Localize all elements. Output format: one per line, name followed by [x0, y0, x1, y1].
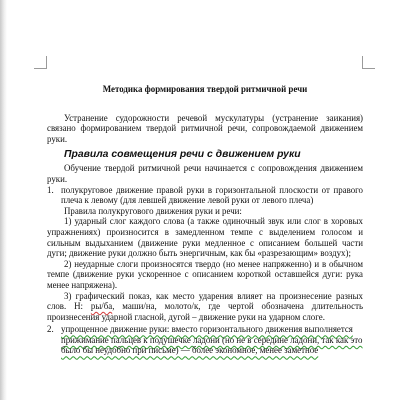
list-item-2-continued [47, 335, 363, 356]
list-item-text [61, 335, 363, 356]
rule-3-text-end: , маши/на, молото/к, где чертой обозначена длительность произнесения ударной гласной, дугой – движение руки на ударном слоге. [47, 301, 363, 322]
list-item-1 [47, 185, 363, 206]
margin-corner-mark-right [362, 56, 375, 69]
grammar-underlined-line-2: прижимание пальцев к подушечке ладони (но не в середине ладони, так как это [61, 334, 363, 345]
grammar-underlined-line-3: было бы неудобно при письме) — более экономное, менее заметное [61, 345, 319, 356]
list-item-2 [47, 324, 363, 335]
paragraph-rule-1: 1) ударный слог каждого слова (а также одиночный звук или слог в хоровых упражнениях) произносится в замедленном темпе с выделением голосом и сильным выдыханием (движение руки медленное с описанием большей части дуги; движение руки должно быть энергичным, как бы «разрезающим» воздух); [47, 216, 363, 259]
intro-paragraph: Устранение судорожности речевой мускулатуры (устранение заикания) связано формированием твердой ритмичной речи, сопровождаемой движением руки. [47, 112, 363, 144]
paragraph-rule-2: 2) неударные слоги произносятся твердо (но менее напряженно) и в обычном темпе (движение руки ускоренное с описанием короткой оставшейся дуги: рука менее напряжена). [47, 258, 363, 290]
list-item-text [61, 324, 363, 335]
paragraph-training-start: Обучение твердой ритмичной речи начинается с сопровождения движением руки. [47, 163, 363, 184]
list-item-number: 1. [47, 184, 54, 195]
margin-corner-mark-left [34, 56, 47, 69]
document-title: Методика формирования твердой ритмичной речи [102, 84, 308, 94]
rule-3-text-start: 3) графический показ, как место ударения влияет на произнесение разных слов. Н: [47, 290, 363, 312]
paragraph-rules-intro: Правила полукругового движения руки и речи: [64, 205, 242, 216]
paragraph-rule-3 [47, 291, 363, 323]
grammar-underlined-line-1: упрощенное движение руки: вместо горизонтального движения выполняется [61, 324, 353, 335]
section-heading: Правила совмещения речи с движением руки [64, 149, 301, 161]
list-item-text: полукруговое движение правой руки в горизонтальной плоскости от правого плеча к левому (для левшей движение левой руки от левого плеча) [61, 184, 363, 206]
spellcheck-word: ры/ба [90, 301, 113, 312]
page-left-edge [0, 0, 7, 400]
document-body [47, 84, 363, 356]
list-item-number: 2. [47, 324, 54, 335]
